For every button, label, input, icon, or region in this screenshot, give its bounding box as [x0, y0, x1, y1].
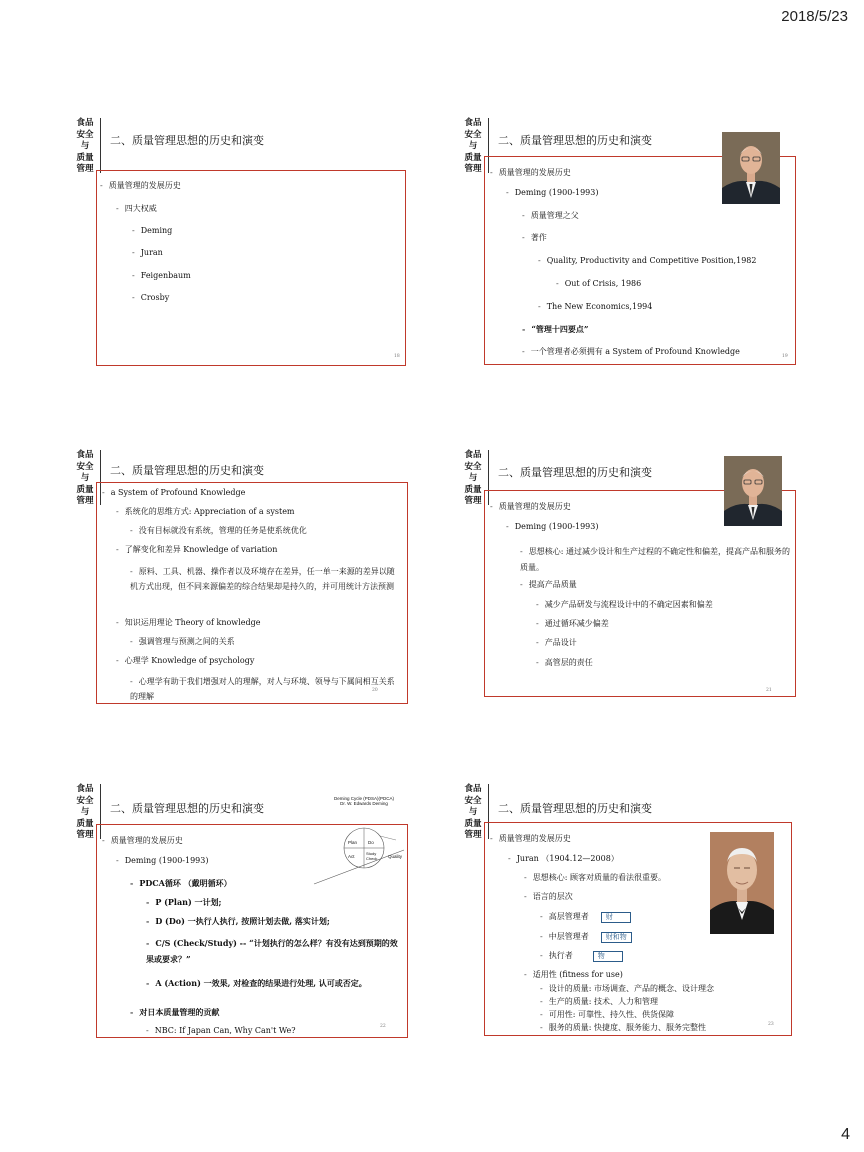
bullet-text: 思想核心: 顾客对质量的看法很重要。 [532, 873, 666, 882]
side-label-line: 与 [468, 473, 478, 483]
bullet-text: 没有目标就没有系统，管理的任务是使系统优化 [138, 526, 307, 535]
bullet-l3: - Crosby [132, 293, 170, 302]
bullet-text: 强调管理与预测之间的关系 [138, 637, 235, 646]
bullet-l1: - 质量管理的发展历史 [100, 181, 181, 190]
bullet-l4: - The New Economics,1994 [538, 302, 653, 311]
bullet-l3: - 没有目标就没有系统，管理的任务是使系统优化 [130, 526, 307, 535]
side-label-line: 安全 [464, 129, 482, 140]
bullet-text: 著作 [530, 233, 547, 242]
bullet-l3: - 提高产品质量 [520, 580, 577, 589]
side-label-line: 质量 [76, 152, 94, 163]
side-label-line: 质量 [464, 484, 482, 495]
side-label-line: 安全 [76, 129, 94, 140]
bullet-text: 语言的层次 [532, 892, 573, 901]
bullet-text: 高层管理者 [548, 912, 589, 921]
slide-18 [72, 118, 432, 368]
slide-title: 二、质量管理思想的历史和演变 [498, 466, 652, 479]
pdca-plan-label: Plan [348, 840, 358, 845]
bullet-text: 四大权威 [124, 204, 157, 213]
content-box [96, 170, 406, 366]
bullet-l3: - PDCA循环 （戴明循环） [130, 878, 232, 888]
bullet-l4: - 设计的质量: 市场调查、产品的概念、设计理念 [540, 984, 714, 993]
bullet-text: 了解变化和差异 Knowledge of variation [124, 545, 278, 554]
slide-19 [460, 118, 820, 368]
deming-portrait-photo [724, 456, 782, 526]
bullet-l3: - 著作 [522, 233, 547, 242]
bullet-text: 质量管理的发展历史 [498, 502, 571, 511]
bullet-l3: - 心理学有助于我们增强对人的理解，对人与环境、领导与下属间相互关系的理解 [130, 677, 395, 701]
bullet-l3: - 原料、工具、机器、操作者以及环境存在差异，任一单一来源的差异以随机方式出现，但不同来源偏差的综合结果却是持久的，并可用统计方法预测 [130, 567, 395, 591]
side-label-line: 安全 [76, 461, 94, 472]
bullet-text: 知识运用理论 Theory of knowledge [124, 618, 261, 627]
bullet-l2: - Deming (1900-1993) [506, 188, 599, 197]
bullet-text: 思想核心: 通过减少设计和生产过程的不确定性和偏差，提高产品和服务的质量。 [520, 547, 790, 572]
bullet-l4: - 执行者 物 [540, 951, 623, 962]
side-label-line: 安全 [76, 795, 94, 806]
bullet-l4: - Quality, Productivity and Competitive Position,1982 [538, 256, 757, 265]
pdca-cycle-diagram [312, 796, 412, 886]
bullet-l3: - 一个管理者必须拥有 a System of Profound Knowledge [522, 347, 740, 356]
bullet-text: Feigenbaum [140, 271, 191, 280]
slide-title: 二、质量管理思想的历史和演变 [498, 802, 652, 815]
side-label-line: 管理 [76, 164, 94, 174]
slide-number: 21 [766, 688, 772, 693]
bullet-l1: - 质量管理的发展历史 [102, 836, 183, 845]
pdca-quality-label: Quality [388, 854, 403, 859]
bullet-text: Deming (1900-1993) [514, 188, 599, 197]
slide-title: 二、质量管理思想的历史和演变 [110, 464, 264, 477]
bullet-text: 设计的质量: 市场调查、产品的概念、设计理念 [548, 984, 714, 993]
slide-number: 20 [372, 688, 378, 693]
side-label-line: 与 [80, 807, 90, 817]
bullet-l3: - 适用性 (fitness for use) [524, 970, 623, 979]
bullet-l2: - Deming (1900-1993) [116, 856, 209, 865]
slide-number: 23 [768, 1022, 774, 1027]
tag-box: 物 [593, 951, 623, 962]
slide-22 [72, 784, 432, 1034]
bullet-text: Juran （1904.12—2008） [516, 854, 619, 863]
bullet-l4: - 减少产品研发与流程设计中的不确定因素和偏差 [536, 600, 713, 609]
bullet-text: 生产的质量: 技术、人力和管理 [548, 997, 658, 1006]
side-label-line: 与 [468, 141, 478, 151]
bullet-text: 质量管理的发展历史 [110, 836, 183, 845]
bullet-text: 质量管理的发展历史 [498, 834, 571, 843]
side-label-line: 质量 [76, 484, 94, 495]
side-label-line: 管理 [76, 830, 94, 840]
bullet-l4: - 高管层的责任 [536, 658, 593, 667]
bullet-text: A (Action) 一效果, 对检查的结果进行处理, 认可或否定。 [155, 978, 367, 988]
bullet-l4: - P (Plan) 一计划; [146, 897, 222, 907]
side-label-line: 管理 [464, 830, 482, 840]
pdca-title-text: Deming Cycle (PDSA)(PDCA) [333, 796, 394, 801]
slide-title: 二、质量管理思想的历史和演变 [498, 134, 652, 147]
deming-portrait-photo [722, 132, 780, 204]
bullet-text: Deming (1900-1993) [124, 856, 209, 865]
bullet-text: 减少产品研发与流程设计中的不确定因素和偏差 [544, 600, 713, 609]
side-label-line: 安全 [464, 461, 482, 472]
bullet-l4: - D (Do) 一执行人执行, 按照计划去做, 落实计划; [146, 916, 330, 926]
side-label-line: 食品 [76, 784, 94, 794]
bullet-l3: - 强调管理与预测之间的关系 [130, 637, 235, 646]
bullet-text: D (Do) 一执行人执行, 按照计划去做, 落实计划; [155, 916, 330, 926]
bullet-text: 通过循环减少偏差 [544, 619, 609, 628]
bullet-text: 一个管理者必须拥有 a System of Profound Knowledge [530, 347, 740, 356]
tag-box: 财 [601, 912, 631, 923]
bullet-text: 可用性: 可靠性、持久性、供货保障 [548, 1010, 674, 1019]
bullet-l4: - 通过循环减少偏差 [536, 619, 609, 628]
pdca-act-label: Act [348, 854, 355, 859]
bullet-l1: - a System of Profound Knowledge [102, 488, 246, 497]
bullet-text: 高管层的责任 [544, 658, 593, 667]
bullet-text: Juran [140, 248, 163, 257]
bullet-l2: - Juran （1904.12—2008） [508, 854, 619, 863]
bullet-text: 心理学有助于我们增强对人的理解，对人与环境、领导与下属间相互关系的理解 [130, 677, 395, 701]
bullet-text: NBC: If Japan Can, Why Can't We? [154, 1026, 296, 1035]
slide-number: 18 [394, 354, 400, 359]
side-label [460, 450, 486, 508]
bullet-l1: - 质量管理的发展历史 [490, 834, 571, 843]
bullet-text: 对日本质量管理的贡献 [139, 1007, 220, 1017]
slide-20 [72, 450, 432, 700]
bullet-l2: - 了解变化和差异 Knowledge of variation [116, 545, 278, 554]
bullet-l3: - 思想核心: 通过减少设计和生产过程的不确定性和偏差，提高产品和服务的质量。 [520, 547, 790, 572]
bullet-l3: - “管理十四要点” [522, 324, 589, 334]
bullet-text: 系统化的思维方式: Appreciation of a system [124, 507, 295, 516]
side-label-line: 质量 [464, 818, 482, 829]
bullet-l3: - Juran [132, 248, 163, 257]
bullet-l4: - 中层管理者 财和物 [540, 932, 632, 943]
side-label-line: 与 [80, 141, 90, 151]
bullet-l4: - C/S (Check/Study) -- “计划执行的怎么样？有没有达到预期的效果或要求？” [146, 938, 398, 964]
bullet-l4: - 生产的质量: 技术、人力和管理 [540, 997, 658, 1006]
bullet-text: Quality, Productivity and Competitive Position,1982 [546, 256, 757, 265]
bullet-text: Deming (1900-1993) [514, 522, 599, 531]
side-label [460, 784, 486, 842]
side-label-line: 食品 [464, 784, 482, 794]
side-label-line: 安全 [464, 795, 482, 806]
side-label-line: 与 [468, 807, 478, 817]
bullet-l3: - 质量管理之父 [522, 211, 579, 220]
divider [100, 118, 101, 173]
bullet-l1: - 质量管理的发展历史 [490, 502, 571, 511]
bullet-l1: - 质量管理的发展历史 [490, 168, 571, 177]
tag-box: 财和物 [601, 932, 632, 943]
bullet-l4: - A (Action) 一效果, 对检查的结果进行处理, 认可或否定。 [146, 978, 367, 988]
bullet-l2: - 系统化的思维方式: Appreciation of a system [116, 507, 295, 516]
slide-title: 二、质量管理思想的历史和演变 [110, 802, 264, 815]
page-date: 2018/5/23 [781, 8, 848, 25]
bullet-text: C/S (Check/Study) -- “计划执行的怎么样？有没有达到预期的效果或要求？” [146, 938, 398, 964]
bullet-text: 适用性 (fitness for use) [532, 970, 623, 979]
bullet-l2: - 四大权威 [116, 204, 157, 213]
bullet-text: 质量管理的发展历史 [108, 181, 181, 190]
bullet-text: 提高产品质量 [528, 580, 577, 589]
page-number: 4 [841, 1126, 850, 1143]
pdca-check-label: Study Check [366, 851, 378, 861]
slide-23 [460, 784, 820, 1034]
bullet-text: 产品设计 [544, 638, 577, 647]
bullet-text: a System of Profound Knowledge [110, 488, 246, 497]
bullet-l3: - 语言的层次 [524, 892, 573, 901]
bullet-l3: - Feigenbaum [132, 271, 191, 280]
bullet-l2: - 心理学 Knowledge of psychology [116, 656, 255, 665]
side-label-line: 食品 [76, 118, 94, 128]
side-label-line: 食品 [464, 450, 482, 460]
bullet-l4: - 产品设计 [536, 638, 577, 647]
bullet-text: 服务的质量: 快捷度、服务能力、服务完整性 [548, 1023, 706, 1032]
bullet-l5: - Out of Crisis, 1986 [556, 279, 642, 288]
bullet-text: Deming [140, 226, 173, 235]
side-label-line: 与 [80, 473, 90, 483]
side-label-line: 管理 [464, 164, 482, 174]
slide-number: 19 [782, 354, 788, 359]
side-label-line: 管理 [76, 496, 94, 506]
bullet-text: The New Economics,1994 [546, 302, 653, 311]
juran-portrait-photo [710, 832, 774, 934]
slide-title: 二、质量管理思想的历史和演变 [110, 134, 264, 147]
bullet-text: 执行者 [548, 951, 573, 960]
bullet-text: “管理十四要点” [531, 324, 589, 334]
slide-number: 22 [380, 1024, 386, 1029]
bullet-l4: - 服务的质量: 快捷度、服务能力、服务完整性 [540, 1023, 706, 1032]
bullet-l3: - 对日本质量管理的贡献 [130, 1007, 220, 1017]
bullet-text: 原料、工具、机器、操作者以及环境存在差异，任一单一来源的差异以随机方式出现，但不同来源偏差的综合结果却是持久的，并可用统计方法预测 [130, 567, 395, 591]
bullet-text: Out of Crisis, 1986 [564, 279, 642, 288]
side-label-line: 食品 [76, 450, 94, 460]
side-label-line: 食品 [464, 118, 482, 128]
side-label-line: 质量 [464, 152, 482, 163]
bullet-text: 中层管理者 [548, 932, 589, 941]
bullet-text: Crosby [140, 293, 170, 302]
bullet-text: 质量管理的发展历史 [498, 168, 571, 177]
slide-21 [460, 450, 820, 700]
pdca-do-label: Do [368, 840, 374, 845]
bullet-l2: - Deming (1900-1993) [506, 522, 599, 531]
bullet-text: PDCA循环 （戴明循环） [139, 878, 232, 888]
side-label [72, 784, 98, 842]
side-label-line: 管理 [464, 496, 482, 506]
side-label [460, 118, 486, 176]
pdca-subtitle-text: Dr. W. Edwards Deming [340, 801, 388, 806]
bullet-l2: - 知识运用理论 Theory of knowledge [116, 618, 261, 627]
bullet-text: 质量管理之父 [530, 211, 579, 220]
pdca-cycle-icon [312, 796, 412, 886]
bullet-l4: - 高层管理者 财 [540, 912, 631, 923]
bullet-text: P (Plan) 一计划; [155, 897, 222, 907]
side-label [72, 118, 98, 176]
bullet-text: 心理学 Knowledge of psychology [124, 656, 255, 665]
bullet-l3: - 思想核心: 顾客对质量的看法很重要。 [524, 873, 666, 882]
side-label [72, 450, 98, 508]
side-label-line: 质量 [76, 818, 94, 829]
bullet-l4: - 可用性: 可靠性、持久性、供货保障 [540, 1010, 674, 1019]
bullet-l3: - Deming [132, 226, 173, 235]
bullet-l4: - NBC: If Japan Can, Why Can't We? [146, 1026, 296, 1035]
